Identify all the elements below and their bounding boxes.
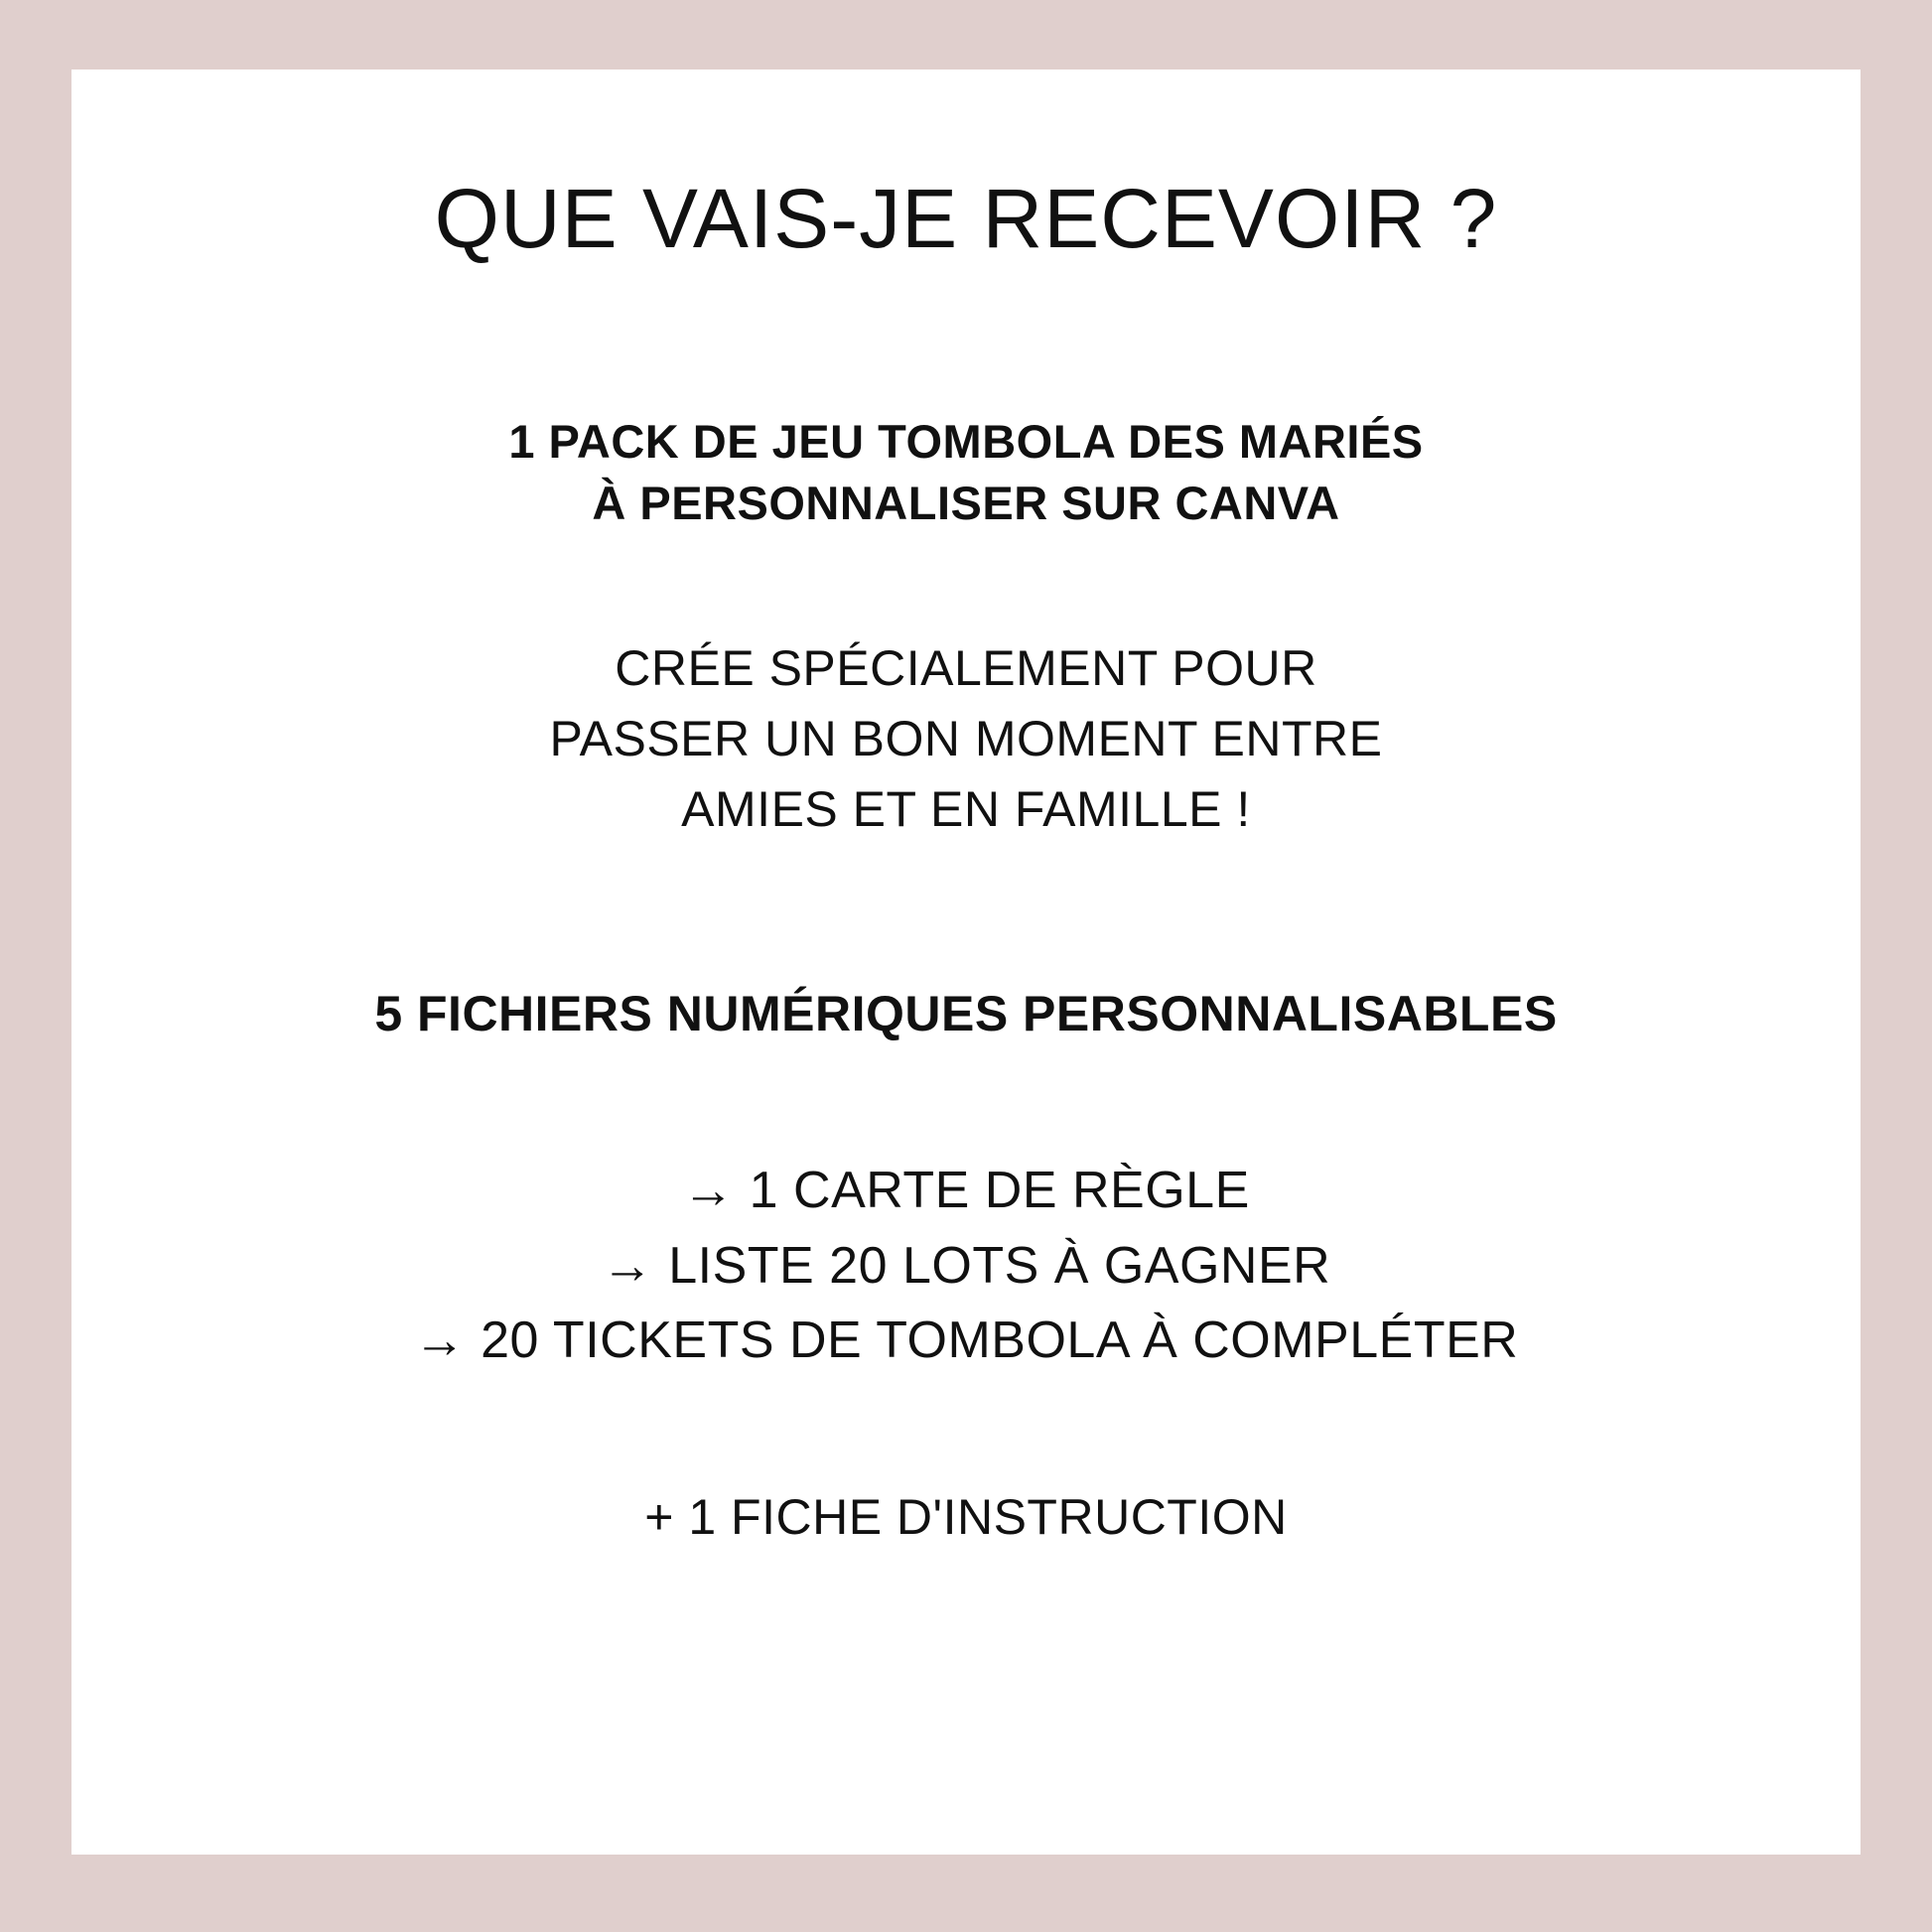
files-heading-block: [141, 845, 1791, 1046]
list-item: → LISTE 20 LOTS À GAGNER: [601, 1236, 1331, 1295]
description-block: [141, 633, 1791, 845]
headline-line-1: 1 PACK DE JEU TOMBOLA DES MARIÉS: [508, 415, 1424, 469]
files-heading: 5 FICHIERS NUMÉRIQUES PERSONNALISABLES: [374, 986, 1558, 1042]
files-list: [141, 1154, 1791, 1378]
headline-line-2: À PERSONNALISER SUR CANVA: [592, 477, 1340, 530]
description-line-2: PASSER UN BON MOMENT ENTRE: [549, 711, 1383, 767]
description-line-3: AMIES ET EN FAMILLE !: [681, 781, 1251, 838]
description-line-1: CRÉE SPÉCIALEMENT POUR: [615, 640, 1317, 697]
poster-card: [71, 69, 1861, 1855]
list-item: → 20 TICKETS DE TOMBOLA À COMPLÉTER: [413, 1311, 1519, 1370]
page-title: QUE VAIS-JE RECEVOIR ?: [434, 172, 1498, 265]
headline-block: [141, 411, 1791, 534]
extra-line: + 1 FICHE D'INSTRUCTION: [644, 1488, 1288, 1545]
extra-block: [141, 1379, 1791, 1546]
list-item: → 1 CARTE DE RÈGLE: [682, 1162, 1250, 1220]
